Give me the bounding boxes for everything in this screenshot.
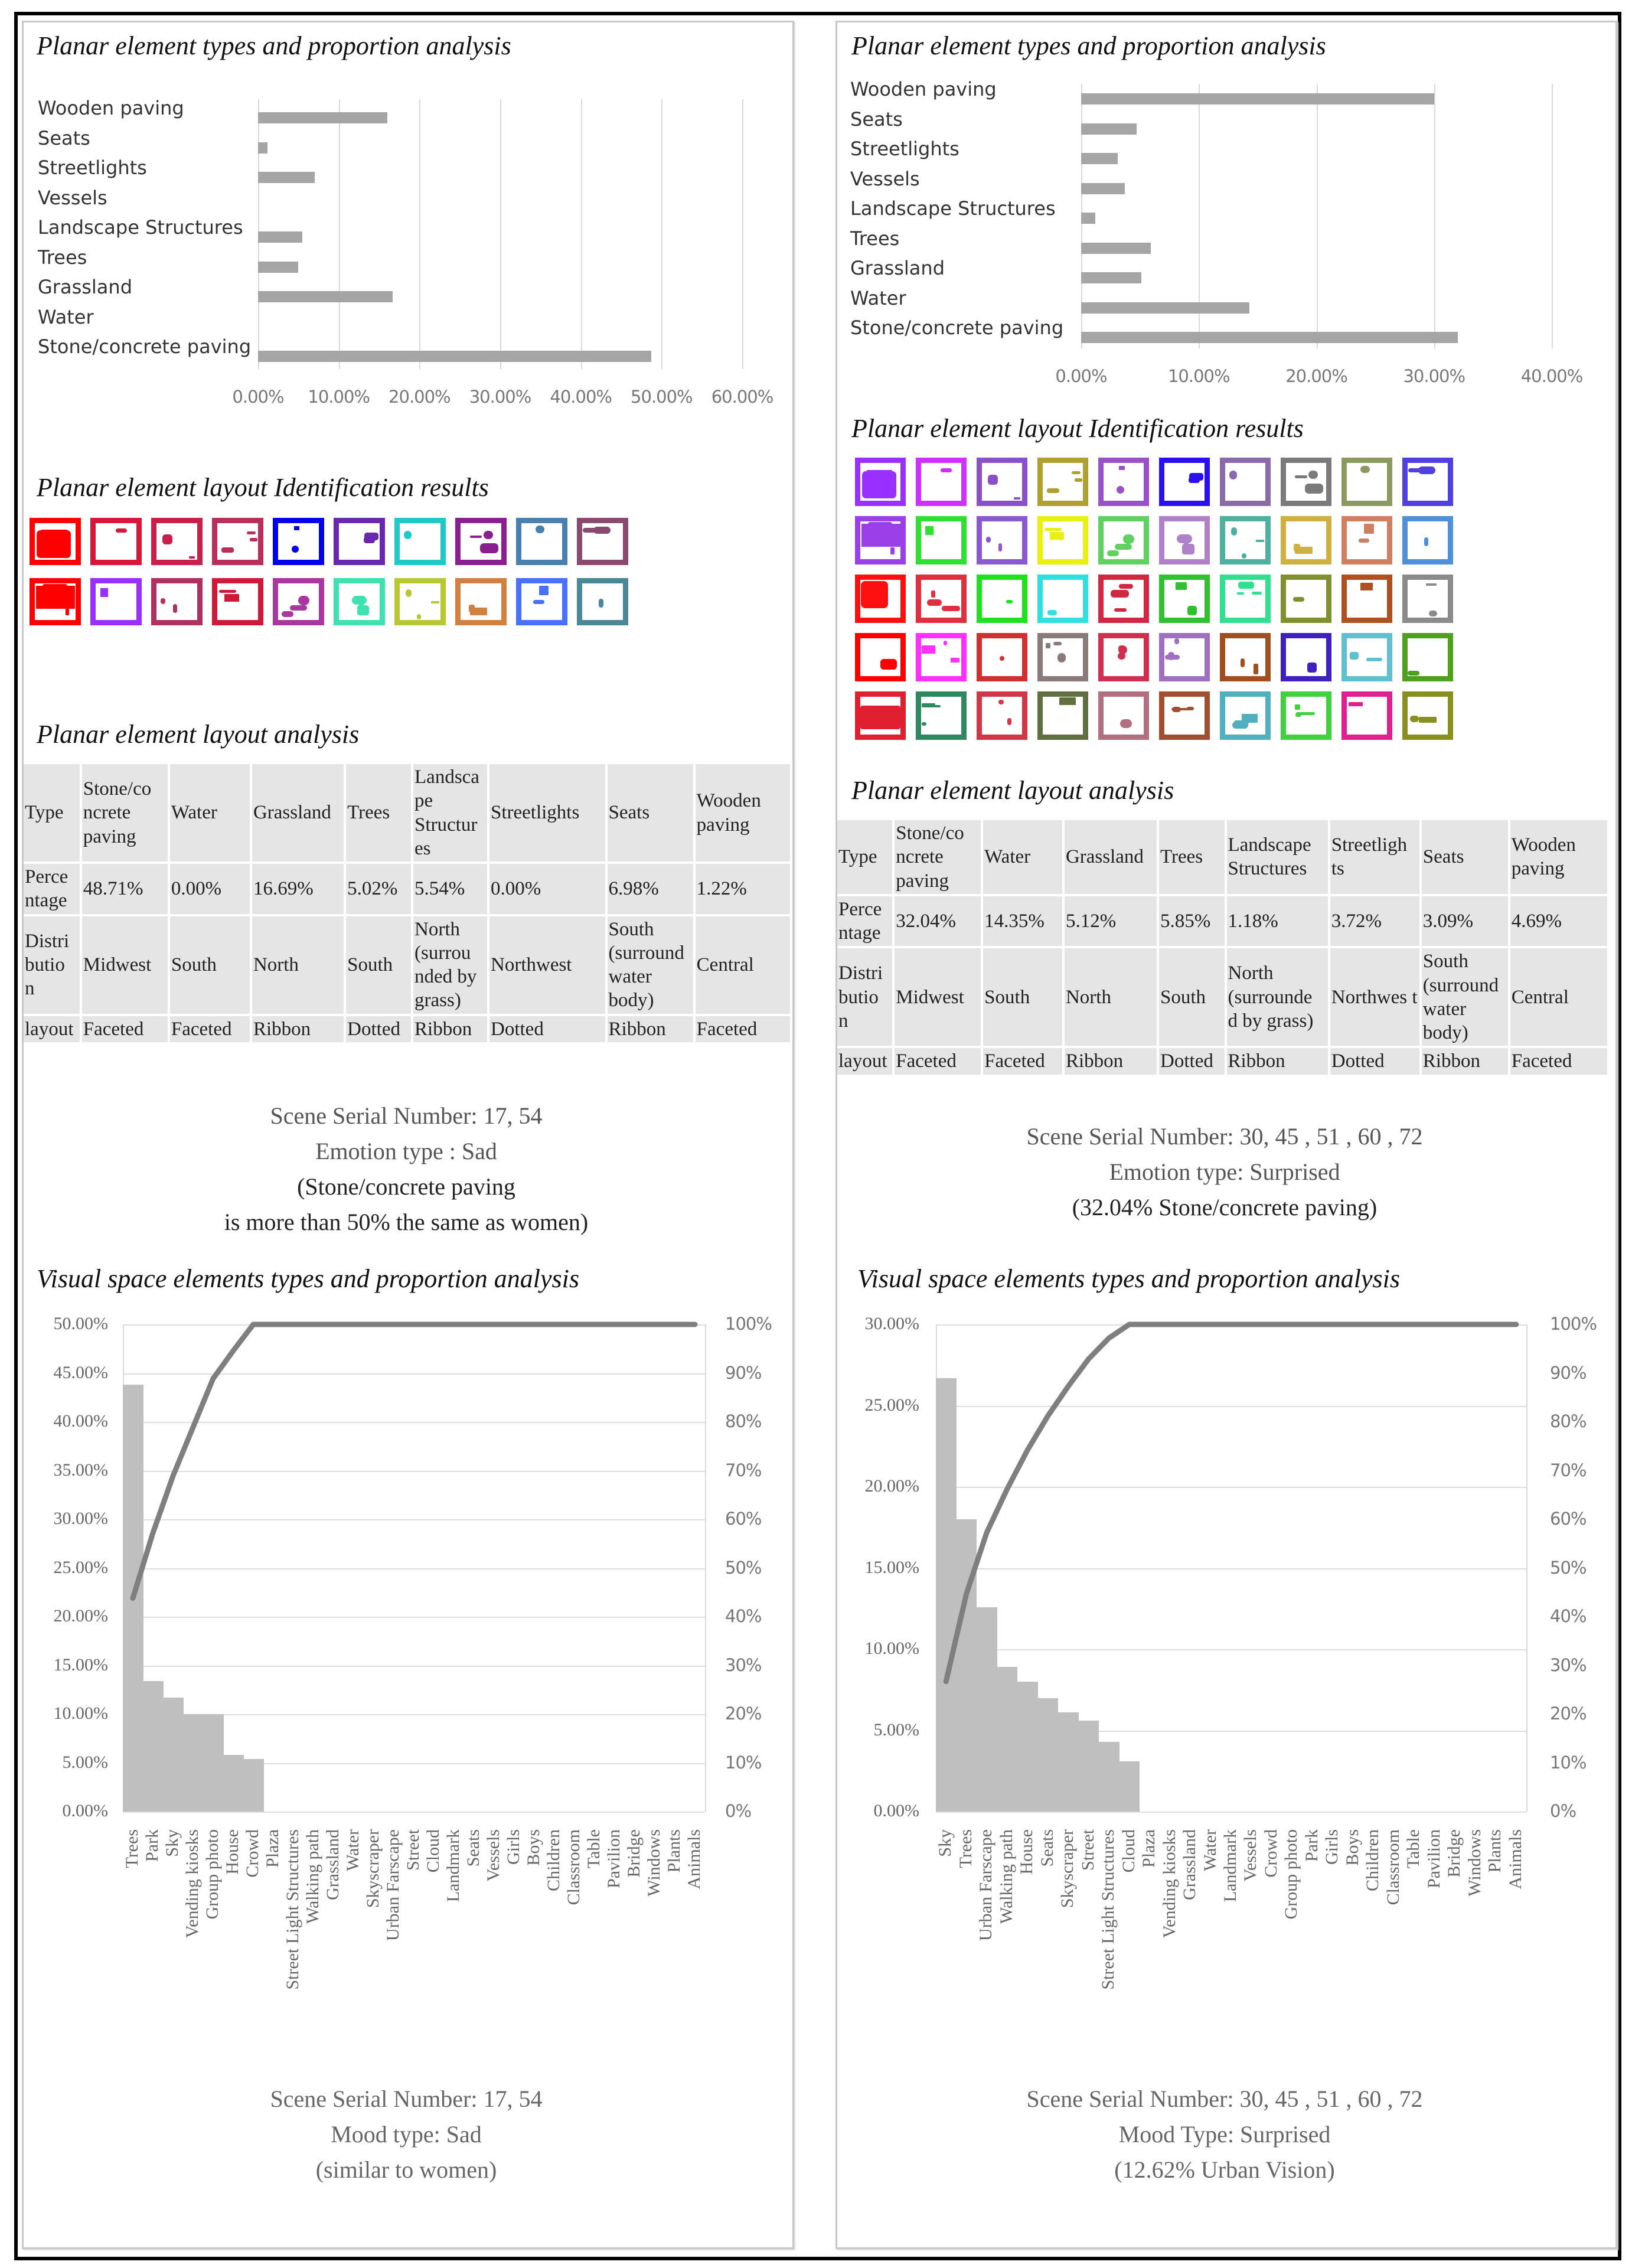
x-category-label: Group photo bbox=[203, 1829, 222, 1920]
table-cell: Trees bbox=[1159, 820, 1224, 894]
left-planar-title: Planar element types and proportion analysis bbox=[37, 31, 511, 60]
x-category-label: Girls bbox=[504, 1829, 523, 1865]
y2-tick-label: 80% bbox=[1550, 1411, 1587, 1431]
x-tick-label: 10.00% bbox=[1167, 366, 1230, 386]
x-category-label: Walking path bbox=[996, 1829, 1016, 1924]
category-label: Streetlights bbox=[38, 156, 147, 179]
table-cell: 1.18% bbox=[1227, 896, 1328, 947]
table-cell: 16.69% bbox=[252, 864, 344, 914]
y2-tick-label: 20% bbox=[1550, 1704, 1587, 1724]
caption-line: Scene Serial Number: 17, 54 bbox=[270, 2086, 543, 2112]
caption-line: (Stone/concrete paving bbox=[297, 1173, 515, 1200]
x-category-label: Animals bbox=[1505, 1829, 1525, 1890]
y-tick-label: 20.00% bbox=[864, 1476, 919, 1496]
y-tick-label: 5.00% bbox=[62, 1752, 108, 1772]
row-header: layout bbox=[837, 1048, 892, 1074]
table-cell: Ribbon bbox=[1065, 1048, 1157, 1074]
x-category-label: Park bbox=[1301, 1829, 1321, 1862]
y-tick-label: 30.00% bbox=[864, 1314, 919, 1333]
left-visual-caption bbox=[22, 2081, 791, 2188]
table-cell: Northwest bbox=[489, 916, 605, 1014]
category-label: Seats bbox=[850, 107, 903, 130]
table-cell: Ribbon bbox=[413, 1016, 487, 1042]
y2-tick-label: 40% bbox=[725, 1606, 762, 1626]
x-category-label: Trees bbox=[955, 1829, 975, 1868]
table-cell: Ribbon bbox=[608, 1016, 693, 1042]
table-cell: 5.85% bbox=[1159, 896, 1224, 947]
x-category-label: Crowd bbox=[243, 1829, 262, 1878]
x-category-label: Plaza bbox=[1139, 1829, 1159, 1868]
table-cell: Faceted bbox=[82, 1016, 168, 1042]
right-layout-title: Planar element layout analysis bbox=[851, 776, 1174, 805]
caption-line: (similar to women) bbox=[315, 2156, 497, 2183]
table-cell: Streetligh ts bbox=[1330, 820, 1419, 894]
y2-tick-label: 0% bbox=[725, 1801, 752, 1821]
y2-tick-label: 100% bbox=[1550, 1314, 1597, 1334]
y2-tick-label: 10% bbox=[725, 1752, 762, 1773]
table-cell: Landscape Structures bbox=[1227, 820, 1328, 894]
y-tick-label: 25.00% bbox=[53, 1557, 108, 1577]
row-header: Perce ntage bbox=[24, 864, 80, 914]
x-category-label: Vending kiosks bbox=[1159, 1829, 1179, 1939]
table-cell: Trees bbox=[346, 764, 411, 861]
x-category-label: Water bbox=[1200, 1829, 1220, 1871]
y2-tick-label: 50% bbox=[1550, 1557, 1587, 1578]
category-label: Water bbox=[850, 286, 906, 309]
caption-line: Scene Serial Number: 30, 45 , 51 , 60 , 72 bbox=[1026, 2086, 1423, 2112]
y2-tick-label: 30% bbox=[725, 1655, 762, 1675]
y2-tick-label: 20% bbox=[725, 1704, 762, 1724]
x-category-label: Bridge bbox=[1444, 1829, 1464, 1878]
table-cell: 3.72% bbox=[1330, 896, 1419, 947]
x-tick-label: 30.00% bbox=[1403, 366, 1465, 386]
x-category-label: Street bbox=[1078, 1829, 1098, 1871]
x-tick-label: 0.00% bbox=[1055, 366, 1107, 386]
category-label: Trees bbox=[850, 227, 900, 250]
y-tick-label: 0.00% bbox=[873, 1801, 919, 1820]
category-label: Landscape Structures bbox=[38, 216, 243, 239]
table-cell: Ribbon bbox=[1422, 1048, 1508, 1074]
x-category-label: Trees bbox=[122, 1829, 142, 1868]
table-cell: South bbox=[170, 916, 250, 1014]
table-cell: Faceted bbox=[170, 1016, 250, 1042]
table-cell: Northwes t bbox=[1330, 948, 1419, 1046]
table-cell: North (surrounde d by grass) bbox=[1227, 948, 1328, 1046]
y-tick-label: 20.00% bbox=[53, 1606, 108, 1626]
x-category-label: Boys bbox=[1342, 1829, 1362, 1866]
y-tick-label: 15.00% bbox=[53, 1655, 108, 1675]
table-cell: North (surrou nded by grass) bbox=[413, 916, 487, 1014]
table-cell: Seats bbox=[1422, 820, 1508, 894]
y-tick-label: 40.00% bbox=[53, 1411, 108, 1431]
x-category-label: Classroom bbox=[1383, 1829, 1403, 1905]
category-label: Trees bbox=[38, 246, 87, 269]
y-tick-label: 30.00% bbox=[53, 1509, 108, 1528]
table-cell: 5.02% bbox=[346, 864, 411, 914]
x-category-label: Walking path bbox=[303, 1829, 322, 1924]
x-tick-label: 20.00% bbox=[1285, 366, 1347, 386]
y-tick-label: 35.00% bbox=[53, 1460, 108, 1480]
x-tick-label: 60.00% bbox=[711, 387, 773, 407]
right-visual-title: Visual space elements types and proportion analysis bbox=[857, 1264, 1400, 1293]
x-category-label: Street Light Structures bbox=[1098, 1829, 1118, 1990]
category-label: Wooden paving bbox=[850, 78, 997, 100]
x-category-label: Children bbox=[544, 1829, 563, 1891]
table-cell: Midwest bbox=[82, 916, 168, 1014]
caption-line: Emotion type: Surprised bbox=[1109, 1159, 1340, 1185]
y-tick-label: 15.00% bbox=[864, 1557, 919, 1577]
x-tick-label: 40.00% bbox=[1520, 366, 1583, 386]
table-cell: Wooden paving bbox=[1510, 820, 1607, 894]
x-category-label: Pavilion bbox=[1424, 1829, 1444, 1889]
x-tick-label: 0.00% bbox=[232, 387, 284, 407]
y2-tick-label: 30% bbox=[1550, 1655, 1587, 1675]
x-category-label: Bridge bbox=[624, 1829, 644, 1878]
x-category-label: Sky bbox=[935, 1829, 955, 1857]
x-category-label: Animals bbox=[684, 1829, 704, 1890]
x-category-label: House bbox=[223, 1829, 242, 1875]
table-cell: 0.00% bbox=[489, 864, 605, 914]
x-category-label: Crowd bbox=[1261, 1829, 1281, 1878]
y2-tick-label: 80% bbox=[725, 1411, 762, 1431]
y-tick-label: 0.00% bbox=[62, 1801, 108, 1820]
x-category-label: Vending kiosks bbox=[182, 1829, 202, 1939]
x-category-label: Plants bbox=[664, 1829, 684, 1873]
y2-tick-label: 70% bbox=[725, 1460, 762, 1480]
table-cell: 14.35% bbox=[983, 896, 1062, 947]
table-cell: Grassland bbox=[1065, 820, 1157, 894]
x-tick-label: 30.00% bbox=[469, 387, 531, 407]
y2-tick-label: 50% bbox=[725, 1557, 762, 1578]
x-category-label: Plaza bbox=[263, 1829, 282, 1868]
x-category-label: Skyscraper bbox=[363, 1829, 383, 1908]
y2-tick-label: 10% bbox=[1550, 1752, 1587, 1773]
x-category-label: Water bbox=[343, 1829, 363, 1871]
table-cell: South (surround water body) bbox=[608, 916, 693, 1014]
y-tick-label: 50.00% bbox=[53, 1314, 108, 1333]
table-cell: Dotted bbox=[346, 1016, 411, 1042]
table-cell: Faceted bbox=[983, 1048, 1062, 1074]
y2-tick-label: 100% bbox=[725, 1314, 772, 1334]
x-tick-label: 10.00% bbox=[308, 387, 370, 407]
x-category-label: Landmark bbox=[443, 1829, 463, 1902]
y2-tick-label: 60% bbox=[725, 1509, 762, 1529]
left-visual-title: Visual space elements types and proportion analysis bbox=[37, 1264, 579, 1293]
table-cell: South bbox=[983, 948, 1062, 1046]
x-category-label: Grassland bbox=[1180, 1829, 1200, 1900]
row-header: layout bbox=[24, 1016, 80, 1042]
table-cell: Central bbox=[696, 916, 790, 1014]
caption-line: Scene Serial Number: 30, 45 , 51 , 60 , 72 bbox=[1026, 1123, 1423, 1150]
table-cell: South (surround water body) bbox=[1422, 948, 1508, 1046]
table-cell: Ribbon bbox=[1227, 1048, 1328, 1074]
y-tick-label: 5.00% bbox=[873, 1719, 919, 1740]
x-category-label: Cloud bbox=[1118, 1829, 1138, 1873]
table-cell: 0.00% bbox=[170, 864, 250, 914]
x-category-label: Cloud bbox=[423, 1829, 443, 1873]
x-tick-label: 40.00% bbox=[550, 387, 612, 407]
y2-tick-label: 60% bbox=[1550, 1509, 1587, 1529]
caption-line: Emotion type : Sad bbox=[315, 1138, 497, 1164]
y2-tick-label: 70% bbox=[1550, 1460, 1587, 1480]
caption-line: (32.04% Stone/concrete paving) bbox=[1072, 1194, 1378, 1221]
table-cell: Dotted bbox=[1330, 1048, 1419, 1074]
x-category-label: Windows bbox=[644, 1829, 664, 1897]
x-category-label: Grassland bbox=[323, 1829, 342, 1900]
y2-tick-label: 90% bbox=[725, 1362, 762, 1383]
x-category-label: Urban Farscape bbox=[383, 1829, 403, 1941]
table-cell: 1.22% bbox=[696, 864, 790, 914]
row-header: Distri butio n bbox=[837, 948, 892, 1046]
table-cell: Faceted bbox=[696, 1016, 790, 1042]
x-category-label: House bbox=[1017, 1829, 1037, 1875]
right-visual-caption bbox=[835, 2081, 1614, 2188]
table-cell: Stone/co ncrete paving bbox=[82, 764, 168, 861]
table-cell: Water bbox=[170, 764, 250, 861]
table-cell: Central bbox=[1510, 948, 1607, 1046]
x-category-label: Landmark bbox=[1220, 1829, 1240, 1902]
x-category-label: Classroom bbox=[564, 1829, 583, 1905]
x-category-label: Girls bbox=[1322, 1829, 1342, 1865]
x-tick-label: 20.00% bbox=[389, 387, 451, 407]
table-cell: Landsca pe Structur es bbox=[413, 764, 487, 861]
table-cell: Dotted bbox=[1159, 1048, 1224, 1074]
category-label: Seats bbox=[38, 126, 90, 149]
table-cell: 4.69% bbox=[1510, 896, 1607, 947]
x-category-label: Street Light Structures bbox=[283, 1829, 302, 1990]
y2-tick-label: 0% bbox=[1550, 1801, 1576, 1821]
table-cell: South bbox=[346, 916, 411, 1014]
category-label: Water bbox=[38, 305, 94, 328]
row-header: Perce ntage bbox=[837, 896, 892, 947]
table-cell: South bbox=[1159, 948, 1224, 1046]
category-label: Grassland bbox=[850, 257, 945, 279]
row-header: Distri butio n bbox=[24, 916, 80, 1014]
left-identification-title: Planar element layout Identification results bbox=[37, 473, 489, 502]
y2-tick-label: 40% bbox=[1550, 1606, 1587, 1626]
category-label: Stone/concrete paving bbox=[850, 316, 1064, 339]
table-cell: 32.04% bbox=[895, 896, 981, 947]
row-header: Type bbox=[837, 820, 892, 894]
x-category-label: Seats bbox=[464, 1829, 483, 1867]
category-label: Vessels bbox=[850, 167, 920, 190]
category-label: Landscape Structures bbox=[850, 197, 1056, 220]
table-cell: North bbox=[252, 916, 344, 1014]
caption-line: is more than 50% the same as women) bbox=[224, 1209, 589, 1235]
x-category-label: Sky bbox=[162, 1829, 182, 1857]
table-cell: 48.71% bbox=[82, 864, 168, 914]
x-category-label: Windows bbox=[1464, 1829, 1484, 1897]
x-category-label: Urban Farscape bbox=[976, 1829, 996, 1941]
table-cell: Streetlights bbox=[489, 764, 605, 861]
category-label: Wooden paving bbox=[38, 97, 184, 119]
x-category-label: Pavilion bbox=[604, 1829, 624, 1889]
table-cell: 3.09% bbox=[1422, 896, 1508, 947]
table-cell: Faceted bbox=[1510, 1048, 1607, 1074]
table-cell: 5.12% bbox=[1065, 896, 1157, 947]
y2-tick-label: 90% bbox=[1550, 1362, 1587, 1383]
right-planar-title: Planar element types and proportion analysis bbox=[851, 31, 1326, 60]
category-label: Stone/concrete paving bbox=[38, 335, 252, 358]
y-tick-label: 25.00% bbox=[864, 1395, 919, 1415]
right-identification-title: Planar element layout Identification results bbox=[851, 414, 1304, 443]
table-cell: Dotted bbox=[489, 1016, 605, 1042]
x-category-label: Plants bbox=[1485, 1829, 1505, 1873]
y-tick-label: 45.00% bbox=[53, 1362, 108, 1382]
category-label: Grassland bbox=[38, 276, 132, 298]
x-category-label: Street bbox=[403, 1829, 423, 1871]
table-cell: North bbox=[1065, 948, 1157, 1046]
table-cell: Faceted bbox=[895, 1048, 981, 1074]
table-cell: 5.54% bbox=[413, 864, 487, 914]
x-category-label: Vessels bbox=[1241, 1829, 1261, 1882]
table-cell: Wooden paving bbox=[696, 764, 790, 861]
left-layout-title: Planar element layout analysis bbox=[37, 720, 360, 749]
y-tick-label: 10.00% bbox=[864, 1639, 919, 1658]
x-category-label: Seats bbox=[1037, 1829, 1057, 1867]
table-cell: Midwest bbox=[895, 948, 981, 1046]
table-cell: Seats bbox=[608, 764, 693, 861]
caption-line: (12.62% Urban Vision) bbox=[1114, 2156, 1335, 2183]
x-category-label: Boys bbox=[524, 1829, 543, 1866]
category-label: Streetlights bbox=[850, 138, 959, 160]
x-tick-label: 50.00% bbox=[631, 387, 693, 407]
table-cell: Ribbon bbox=[252, 1016, 344, 1042]
caption-line: Mood type: Sad bbox=[331, 2121, 482, 2148]
y-tick-label: 10.00% bbox=[53, 1704, 108, 1723]
table-cell: Grassland bbox=[252, 764, 344, 861]
x-category-label: Table bbox=[1403, 1829, 1424, 1869]
table-cell: Water bbox=[983, 820, 1062, 894]
x-category-label: Group photo bbox=[1281, 1829, 1301, 1920]
x-category-label: Park bbox=[142, 1829, 162, 1862]
category-label: Vessels bbox=[38, 186, 107, 209]
x-category-label: Table bbox=[584, 1829, 603, 1869]
x-category-label: Children bbox=[1363, 1829, 1383, 1891]
caption-line: Mood Type: Surprised bbox=[1118, 2121, 1331, 2148]
caption-line: Scene Serial Number: 17, 54 bbox=[270, 1102, 543, 1129]
x-category-label: Vessels bbox=[484, 1829, 503, 1882]
table-cell: 6.98% bbox=[608, 864, 693, 914]
row-header: Type bbox=[24, 764, 80, 861]
x-category-label: Skyscraper bbox=[1057, 1829, 1078, 1908]
table-cell: Stone/co ncrete paving bbox=[895, 820, 981, 894]
